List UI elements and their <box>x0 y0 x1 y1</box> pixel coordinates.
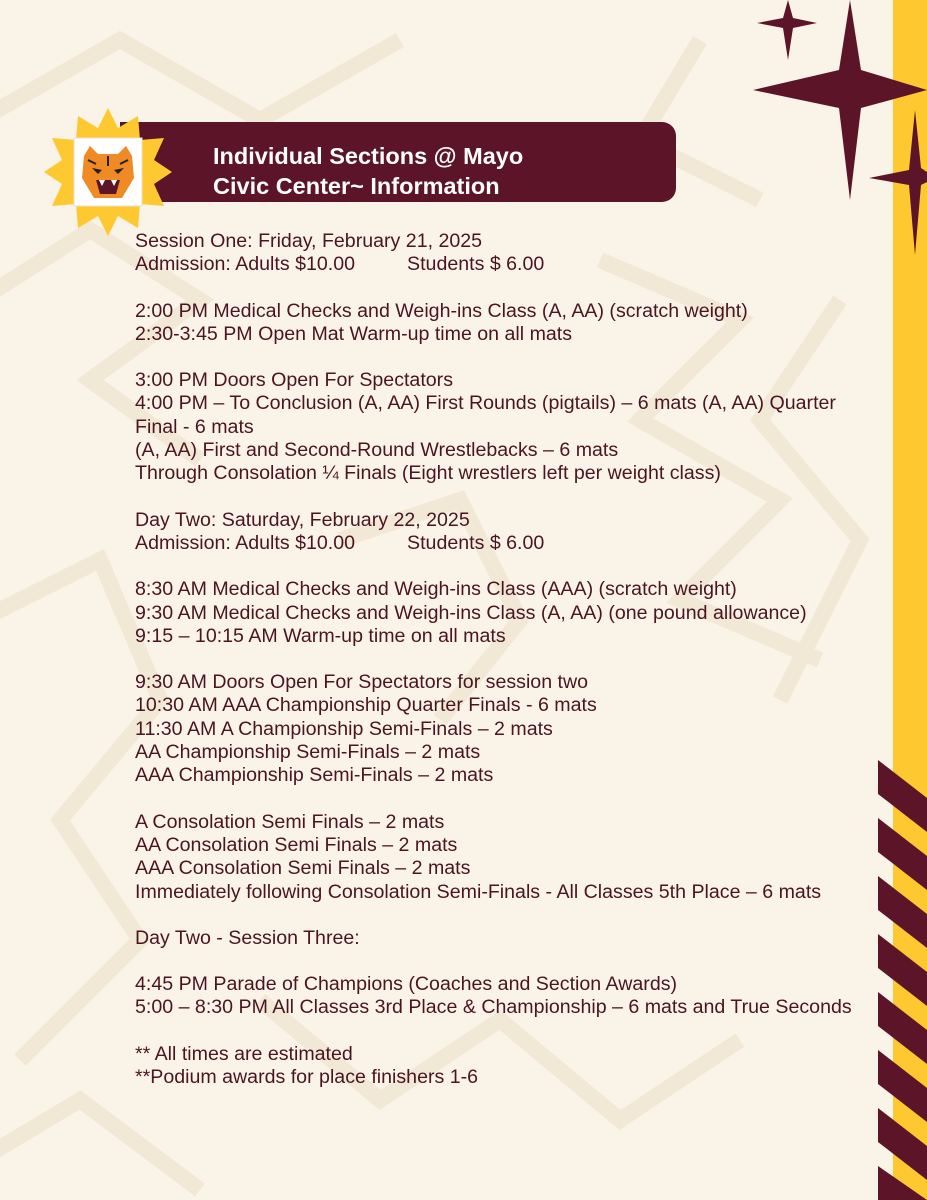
sparkle-stars-icon <box>745 0 927 260</box>
admission-adults: Admission: Adults $10.00 <box>135 531 356 554</box>
schedule-line: A Consolation Semi Finals – 2 mats <box>135 810 445 833</box>
tiger-logo-badge <box>44 108 172 236</box>
day-two-admission <box>135 532 870 555</box>
title-line-1: Individual Sections @ Mayo <box>213 143 524 169</box>
note-line: ** All times are estimated <box>135 1042 353 1065</box>
admission-students: Students $ 6.00 <box>407 531 545 554</box>
session-one-admission <box>135 253 870 276</box>
schedule-line: 4:45 PM Parade of Champions (Coaches and Section Awards) <box>135 973 678 996</box>
schedule-line: AAA Consolation Semi Finals – 2 mats <box>135 857 471 880</box>
title-line-2: Civic Center~ Information <box>213 173 500 199</box>
schedule-line: 3:00 PM Doors Open For Spectators <box>135 369 453 392</box>
schedule-line: AAA Championship Semi-Finals – 2 mats <box>135 764 494 787</box>
schedule-line: AA Consolation Semi Finals – 2 mats <box>135 833 458 856</box>
note-line: **Podium awards for place finishers 1-6 <box>135 1066 479 1089</box>
schedule-line: 8:30 AM Medical Checks and Weigh-ins Class (AAA) (scratch weight) <box>135 578 737 601</box>
page-title <box>213 141 653 201</box>
schedule-line: 11:30 AM A Championship Semi-Finals – 2 mats <box>135 717 553 740</box>
schedule-line: 5:00 – 8:30 PM All Classes 3rd Place & Championship – 6 mats and True Seconds <box>135 996 852 1019</box>
schedule-content <box>135 230 870 1089</box>
schedule-line: 9:15 – 10:15 AM Warm-up time on all mats <box>135 624 506 647</box>
schedule-line: 9:30 AM Doors Open For Spectators for session two <box>135 671 589 694</box>
schedule-line: Immediately following Consolation Semi-Finals - All Classes 5th Place – 6 mats <box>135 880 822 903</box>
day-two-heading: Day Two: Saturday, February 22, 2025 <box>135 508 470 531</box>
schedule-line: 10:30 AM AAA Championship Quarter Finals - 6 mats <box>135 694 597 717</box>
schedule-line: 2:00 PM Medical Checks and Weigh-ins Class (A, AA) (scratch weight) <box>135 299 748 322</box>
schedule-line: AA Championship Semi-Finals – 2 mats <box>135 741 481 764</box>
session-one-heading: Session One: Friday, February 21, 2025 <box>135 230 483 252</box>
schedule-line: (A, AA) First and Second-Round Wrestlebacks – 6 mats <box>135 439 619 462</box>
admission-students: Students $ 6.00 <box>407 253 545 276</box>
schedule-line: Through Consolation ¼ Finals (Eight wrestlers left per weight class) <box>135 462 721 485</box>
admission-adults: Admission: Adults $10.00 <box>135 253 356 276</box>
session-three-heading: Day Two - Session Three: <box>135 926 360 949</box>
schedule-line: 2:30-3:45 PM Open Mat Warm-up time on all mats <box>135 322 573 345</box>
diagonal-stripes <box>878 760 927 1200</box>
schedule-line: 9:30 AM Medical Checks and Weigh-ins Class (A, AA) (one pound allowance) <box>135 601 807 624</box>
schedule-line: 4:00 PM – To Conclusion (A, AA) First Rounds (pigtails) – 6 mats (A, AA) Quarter Final - 6 mats <box>135 392 836 438</box>
